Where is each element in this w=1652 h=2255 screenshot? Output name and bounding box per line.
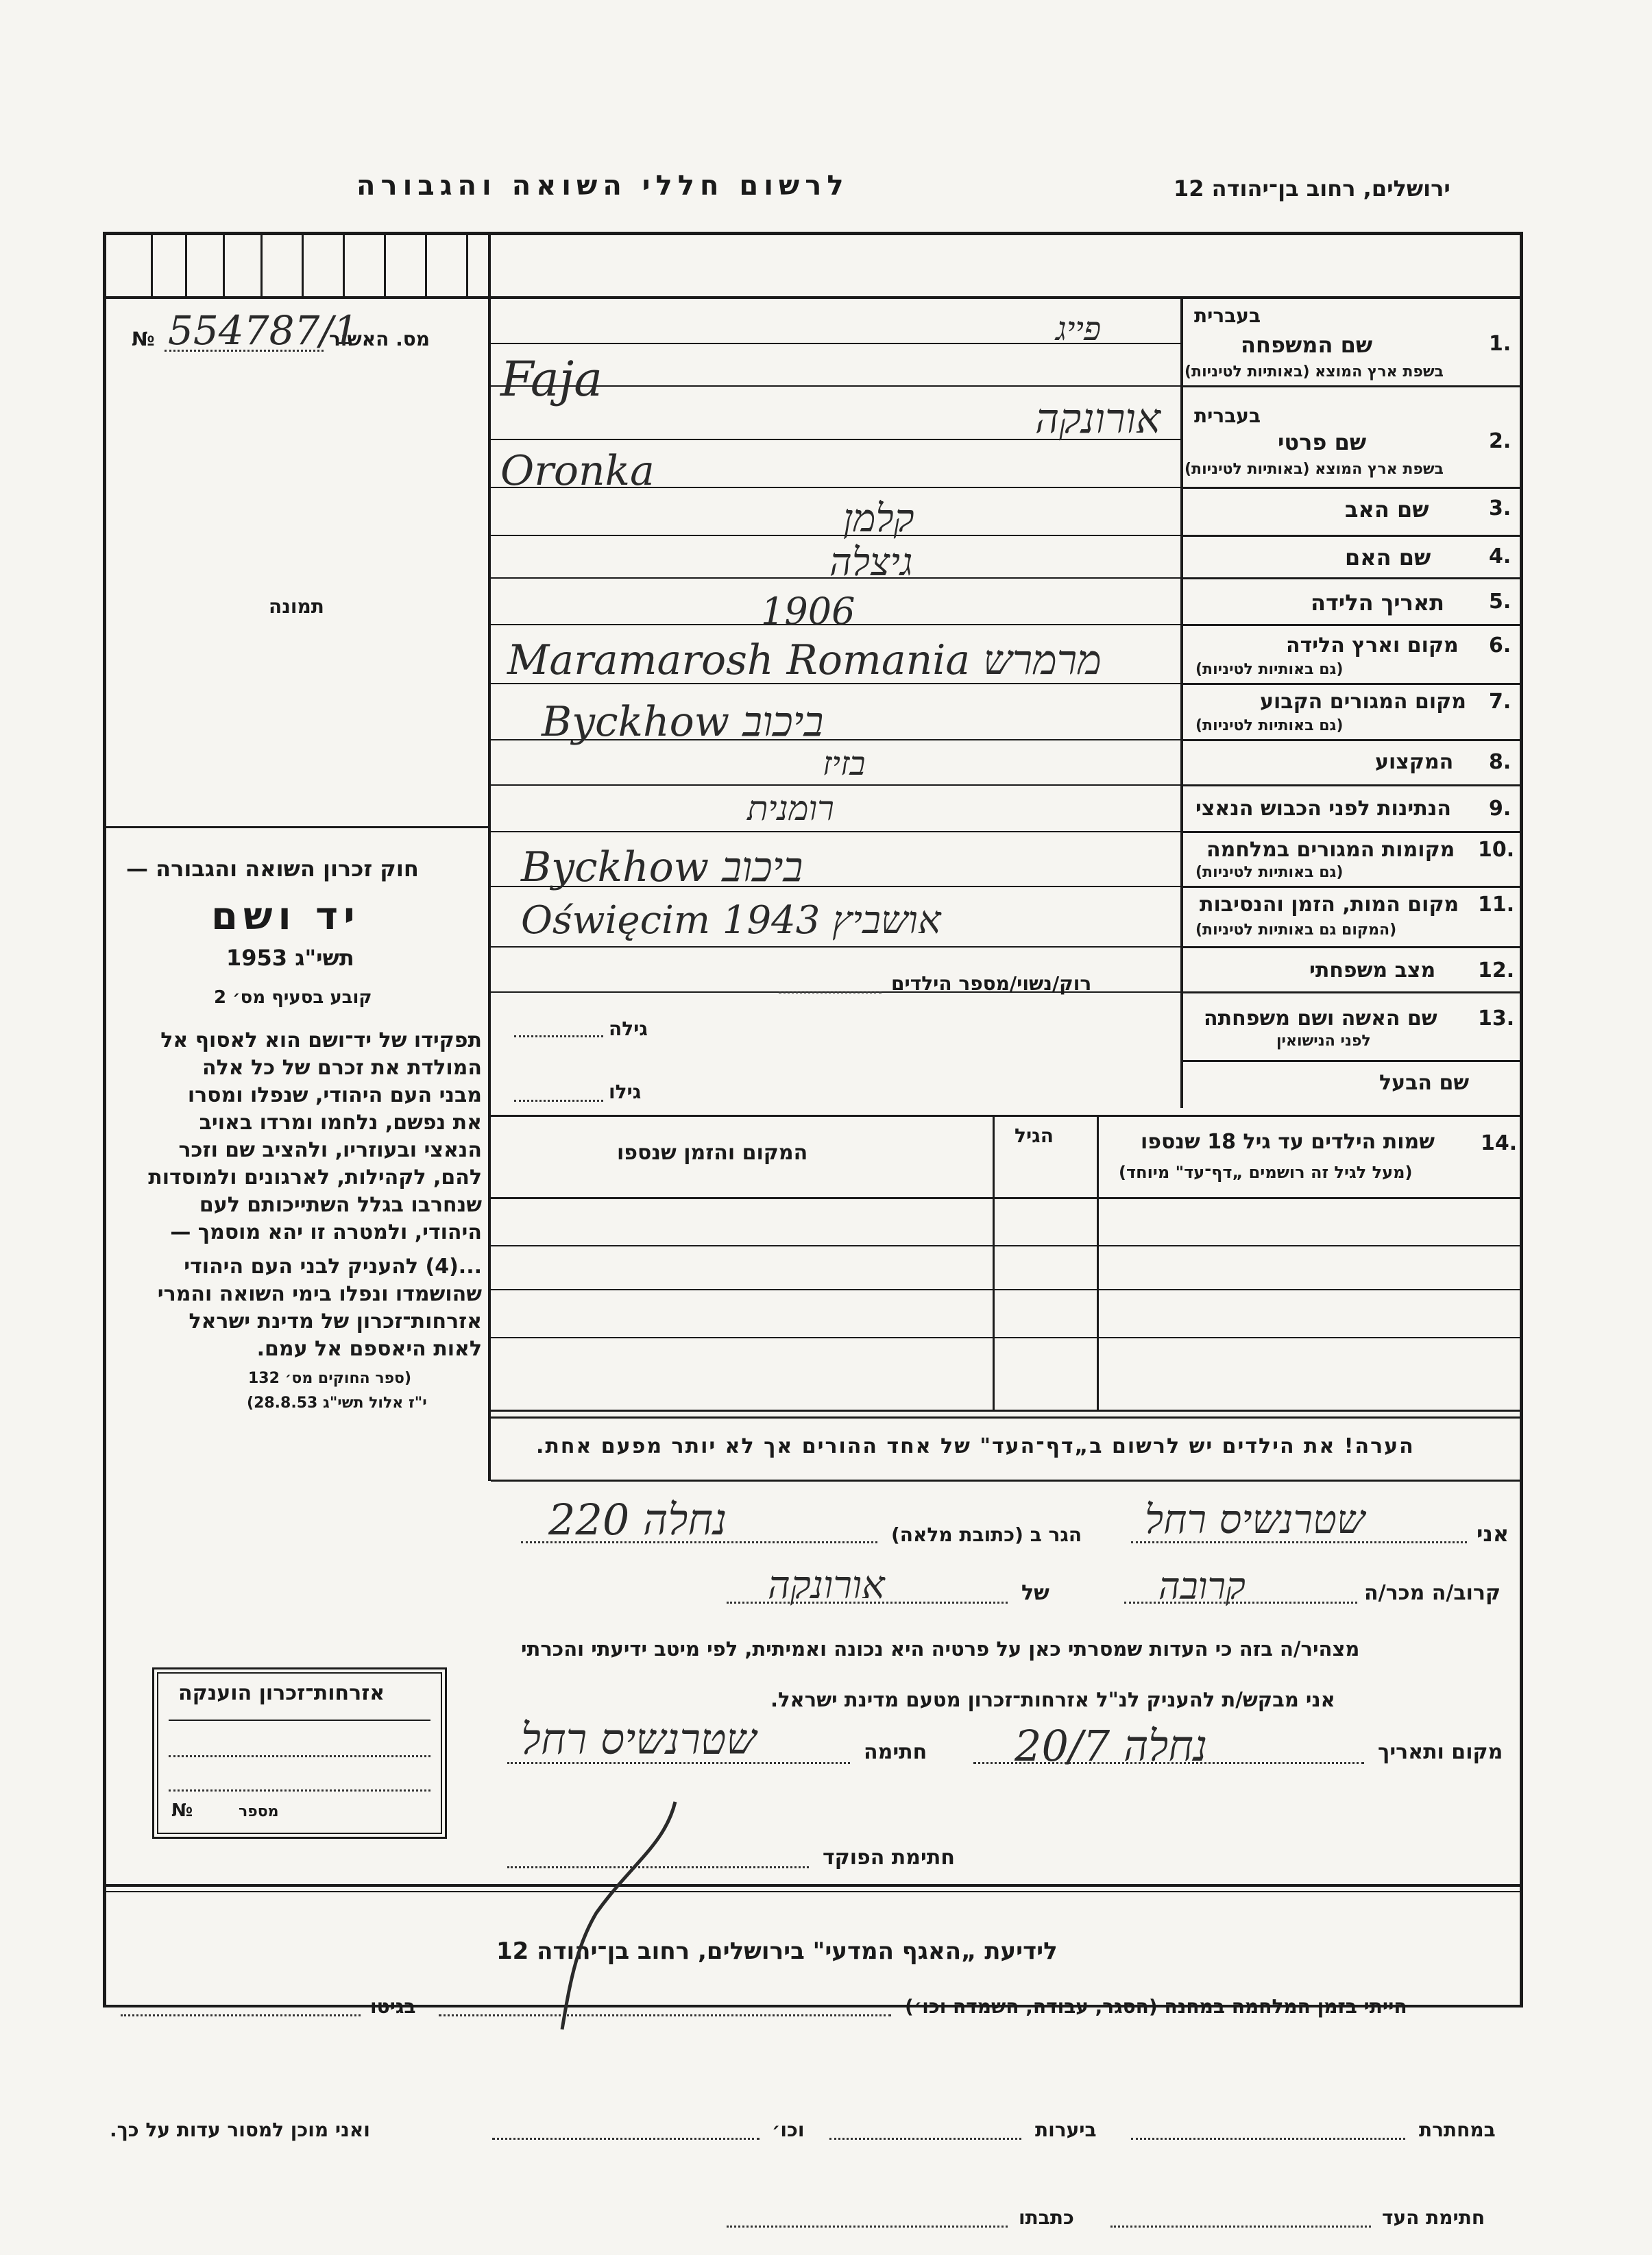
- law-line: את נפשם, נלחמו ומרדו באויב: [199, 1111, 482, 1135]
- field-1-label: שם המשפחה: [1241, 332, 1373, 358]
- husband-age-label: גילו: [609, 1081, 642, 1103]
- field-11-sub: (המקום גם באותיות לטיניות): [1195, 921, 1397, 939]
- field-2-value-he: אורונקה: [1035, 395, 1161, 443]
- field-3-num: 3.: [1489, 496, 1511, 520]
- children-num: 14.: [1481, 1131, 1518, 1155]
- field-13-sub: לפני הנישואין: [1276, 1033, 1371, 1050]
- page-title: לרשום חללי השואה והגבורה: [356, 170, 849, 202]
- field-4-num: 4.: [1489, 544, 1511, 568]
- signature-label: חתימה: [864, 1740, 927, 1764]
- field-9-label: הנתינות לפני הכבוש הנאצי: [1195, 797, 1451, 821]
- law-line: הנאצי ובעוזריו, ולהציב שם וזכר: [178, 1138, 482, 1162]
- relative-label: קרוב/ה מכר/ה: [1364, 1581, 1501, 1605]
- declare-text: מצהיר/ה בזה כי העדות שמסרתי כאן על פרטיה היא נכונה ואמיתית, לפי מיטב ידיעתי והכרתי: [521, 1637, 1360, 1661]
- bottom-line2-underground: במחתרת: [1419, 2119, 1496, 2141]
- field-13-age-label: גילה: [609, 1017, 648, 1040]
- law-year: תשי"ג 1953: [226, 945, 354, 971]
- law-line: היהודי, ולמטרה זו יהא מוסמך —: [170, 1220, 482, 1244]
- field-12-extra: רוק/נשוי/מספר הילדים: [891, 972, 1092, 995]
- law-source1: (ספר החוקים מס׳ 132: [248, 1370, 412, 1387]
- field-5-label: תאריך הלידה: [1311, 590, 1445, 616]
- law-line: ...(4) להעניק לבני העם היהודי: [184, 1255, 482, 1279]
- place-date-label: מקום ותאריך: [1378, 1740, 1503, 1764]
- field-6-num: 6.: [1489, 634, 1511, 658]
- field-5-value: 1906: [761, 590, 855, 633]
- field-7-label: מקום המגורים הקבוע: [1260, 690, 1466, 714]
- field-1-sub: בשפת ארץ המוצא (באותיות לטיניות): [1185, 363, 1444, 381]
- law-line: שנחרבו בגלל השתייכותם לעם: [199, 1193, 482, 1217]
- field-9-num: 9.: [1489, 797, 1511, 821]
- signature-value: שטרנשיס רחל: [521, 1714, 757, 1764]
- field-10-sub: (גם באותיות לטיניות): [1195, 864, 1344, 881]
- field-7-num: 7.: [1489, 690, 1511, 714]
- field-10-value: Byckhow ביכוב: [521, 843, 803, 891]
- law-line: שהושמדו ונפלו בימי השואה והמרי: [157, 1282, 482, 1306]
- children-label: שמות הילדים עד גיל 18 שנספו: [1141, 1130, 1435, 1154]
- bottom-line3-witness: חתימת העד: [1382, 2206, 1485, 2229]
- field-6-sub: (גם באותיות לטיניות): [1195, 661, 1344, 678]
- of-label: של: [1021, 1581, 1049, 1605]
- children-sub: (מעל לגיל זה רושמים „דף־עד" מיוחד): [1119, 1163, 1413, 1182]
- bottom-line2-etc: וכו׳: [772, 2119, 805, 2141]
- bottom-line2-testimony: ואני מוכן למסור עדות על כך.: [110, 2119, 370, 2141]
- field-3-label: שם האב: [1345, 496, 1429, 522]
- field-2-tag: בעברית: [1194, 405, 1261, 427]
- field-10-num: 10.: [1478, 838, 1515, 862]
- declarant-name: שטרנשיס רחל: [1145, 1496, 1365, 1543]
- note-text: הערה! את הילדים יש לרשום ב„דף־העד" של אחד ההורים אך לא יותר מפעם אחת.: [536, 1434, 1415, 1458]
- field-8-num: 8.: [1489, 750, 1511, 774]
- field-1-num: 1.: [1489, 332, 1511, 356]
- field-9-value: רומנית: [747, 788, 834, 828]
- field-8-value: בזיז: [823, 745, 866, 783]
- request-text: אני מבקש/ת להעניק לנ"ל אזרחות־זכרון מטעם מדינת ישראל.: [770, 1688, 1335, 1711]
- record-label: מס. האשור: [329, 328, 430, 350]
- children-age-col: הגיל: [1015, 1124, 1054, 1147]
- bottom-line2-forests: ביערות: [1035, 2119, 1097, 2141]
- children-place-col: המקום והזמן שנספו: [617, 1141, 808, 1165]
- field-11-label: מקום המות, הזמן והנסיבות: [1200, 893, 1459, 917]
- of-value: אורונקה: [768, 1563, 885, 1608]
- field-1-value-lat: Faja: [500, 351, 603, 407]
- declarant-address: נחלה 220: [548, 1495, 727, 1545]
- field-12-num: 12.: [1478, 958, 1515, 982]
- photo-label: תמונה: [269, 595, 324, 618]
- field-4-label: שם האם: [1345, 544, 1431, 570]
- field-12-label: מצב משפחתי: [1309, 958, 1436, 982]
- declarant-resides: הגר ב (כתובת מלאה): [891, 1523, 1082, 1546]
- field-5-num: 5.: [1489, 590, 1511, 614]
- law-line: להם, לקהילות, לארגונים ולמוסדות: [148, 1166, 482, 1190]
- bottom-line1-camp: הייתי בזמן המלחמה במחנה (הסגר, עבודה, השמדה וכו׳): [905, 1995, 1407, 2018]
- field-11-num: 11.: [1478, 893, 1515, 917]
- law-name: יד ושם: [211, 894, 361, 939]
- field-4-value: גיצלה: [829, 540, 913, 585]
- field-2-value-lat: Oronka: [500, 447, 655, 495]
- relation-value: קרובה: [1158, 1565, 1246, 1608]
- field-3-value: קלמן: [843, 496, 914, 541]
- declarant-ani: אני: [1477, 1521, 1509, 1547]
- law-line: לאות היאספם אל עמם.: [256, 1337, 482, 1361]
- record-no-sign: №: [132, 328, 155, 350]
- record-number: 554787/1: [168, 307, 359, 354]
- field-13-num: 13.: [1478, 1006, 1515, 1030]
- law-line: תפקידו של יד־ושם הוא לאסוף אל: [160, 1028, 482, 1052]
- field-11-value: Oświęcim 1943 אושביץ: [521, 898, 941, 943]
- field-2-sub: בשפת ארץ המוצא (באותיות לטיניות): [1185, 461, 1444, 478]
- field-2-num: 2.: [1489, 429, 1511, 453]
- field-6-value: Maramarosh Romania מרמרש: [507, 636, 1102, 684]
- header-address: ירושלים, רחוב בן־יהודה 12: [1174, 176, 1450, 202]
- field-7-value: Byckhow ביכוב: [542, 698, 824, 746]
- law-line: אזרחות־זכרון של מדינת ישראל: [189, 1310, 482, 1334]
- field-7-sub: (גם באותיות לטיניות): [1195, 717, 1344, 734]
- field-6-label: מקום וארץ הלידה: [1286, 634, 1459, 658]
- law-heading: חוק זכרון השואה והגבורה —: [126, 856, 419, 882]
- bottom-line1-ghetto: בגיטו: [370, 1995, 416, 2018]
- law-section: קובע בסעיף מס׳ 2: [214, 987, 372, 1008]
- bottom-title: לידיעת „האגף המדעי" בירושלים, רחוב בן־יהודה 12: [496, 1938, 1058, 1965]
- bottom-line3-address: כתבתו: [1019, 2206, 1074, 2229]
- field-10-label: מקומות המגורים במלחמה: [1206, 838, 1455, 862]
- field-8-label: המקצוע: [1375, 750, 1454, 774]
- clerk-label: חתימת הפוקד: [823, 1846, 955, 1870]
- field-2-label: שם פרטי: [1278, 429, 1367, 455]
- stamp-box-no-sign: №: [171, 1800, 193, 1821]
- stamp-box-number-label: מספר: [239, 1803, 279, 1820]
- field-1-value-he: פייג: [1056, 310, 1102, 348]
- law-source2: י"ז אלול תשי"ג 28.8.53): [247, 1395, 427, 1412]
- law-line: המולדת את זכרם של כל אלה: [202, 1056, 482, 1080]
- place-date-value: נחלה 20/7: [1015, 1721, 1208, 1771]
- stamp-box-title: אזרחות־זכרון הוענקה: [178, 1681, 385, 1705]
- field-1-tag: בעברית: [1194, 304, 1261, 327]
- husband-label: שם הבעל: [1379, 1071, 1470, 1095]
- field-13-label: שם האשה ושם משפחתה: [1204, 1006, 1437, 1030]
- law-line: מבני העם היהודי, שנפלו ומסרו: [187, 1083, 482, 1107]
